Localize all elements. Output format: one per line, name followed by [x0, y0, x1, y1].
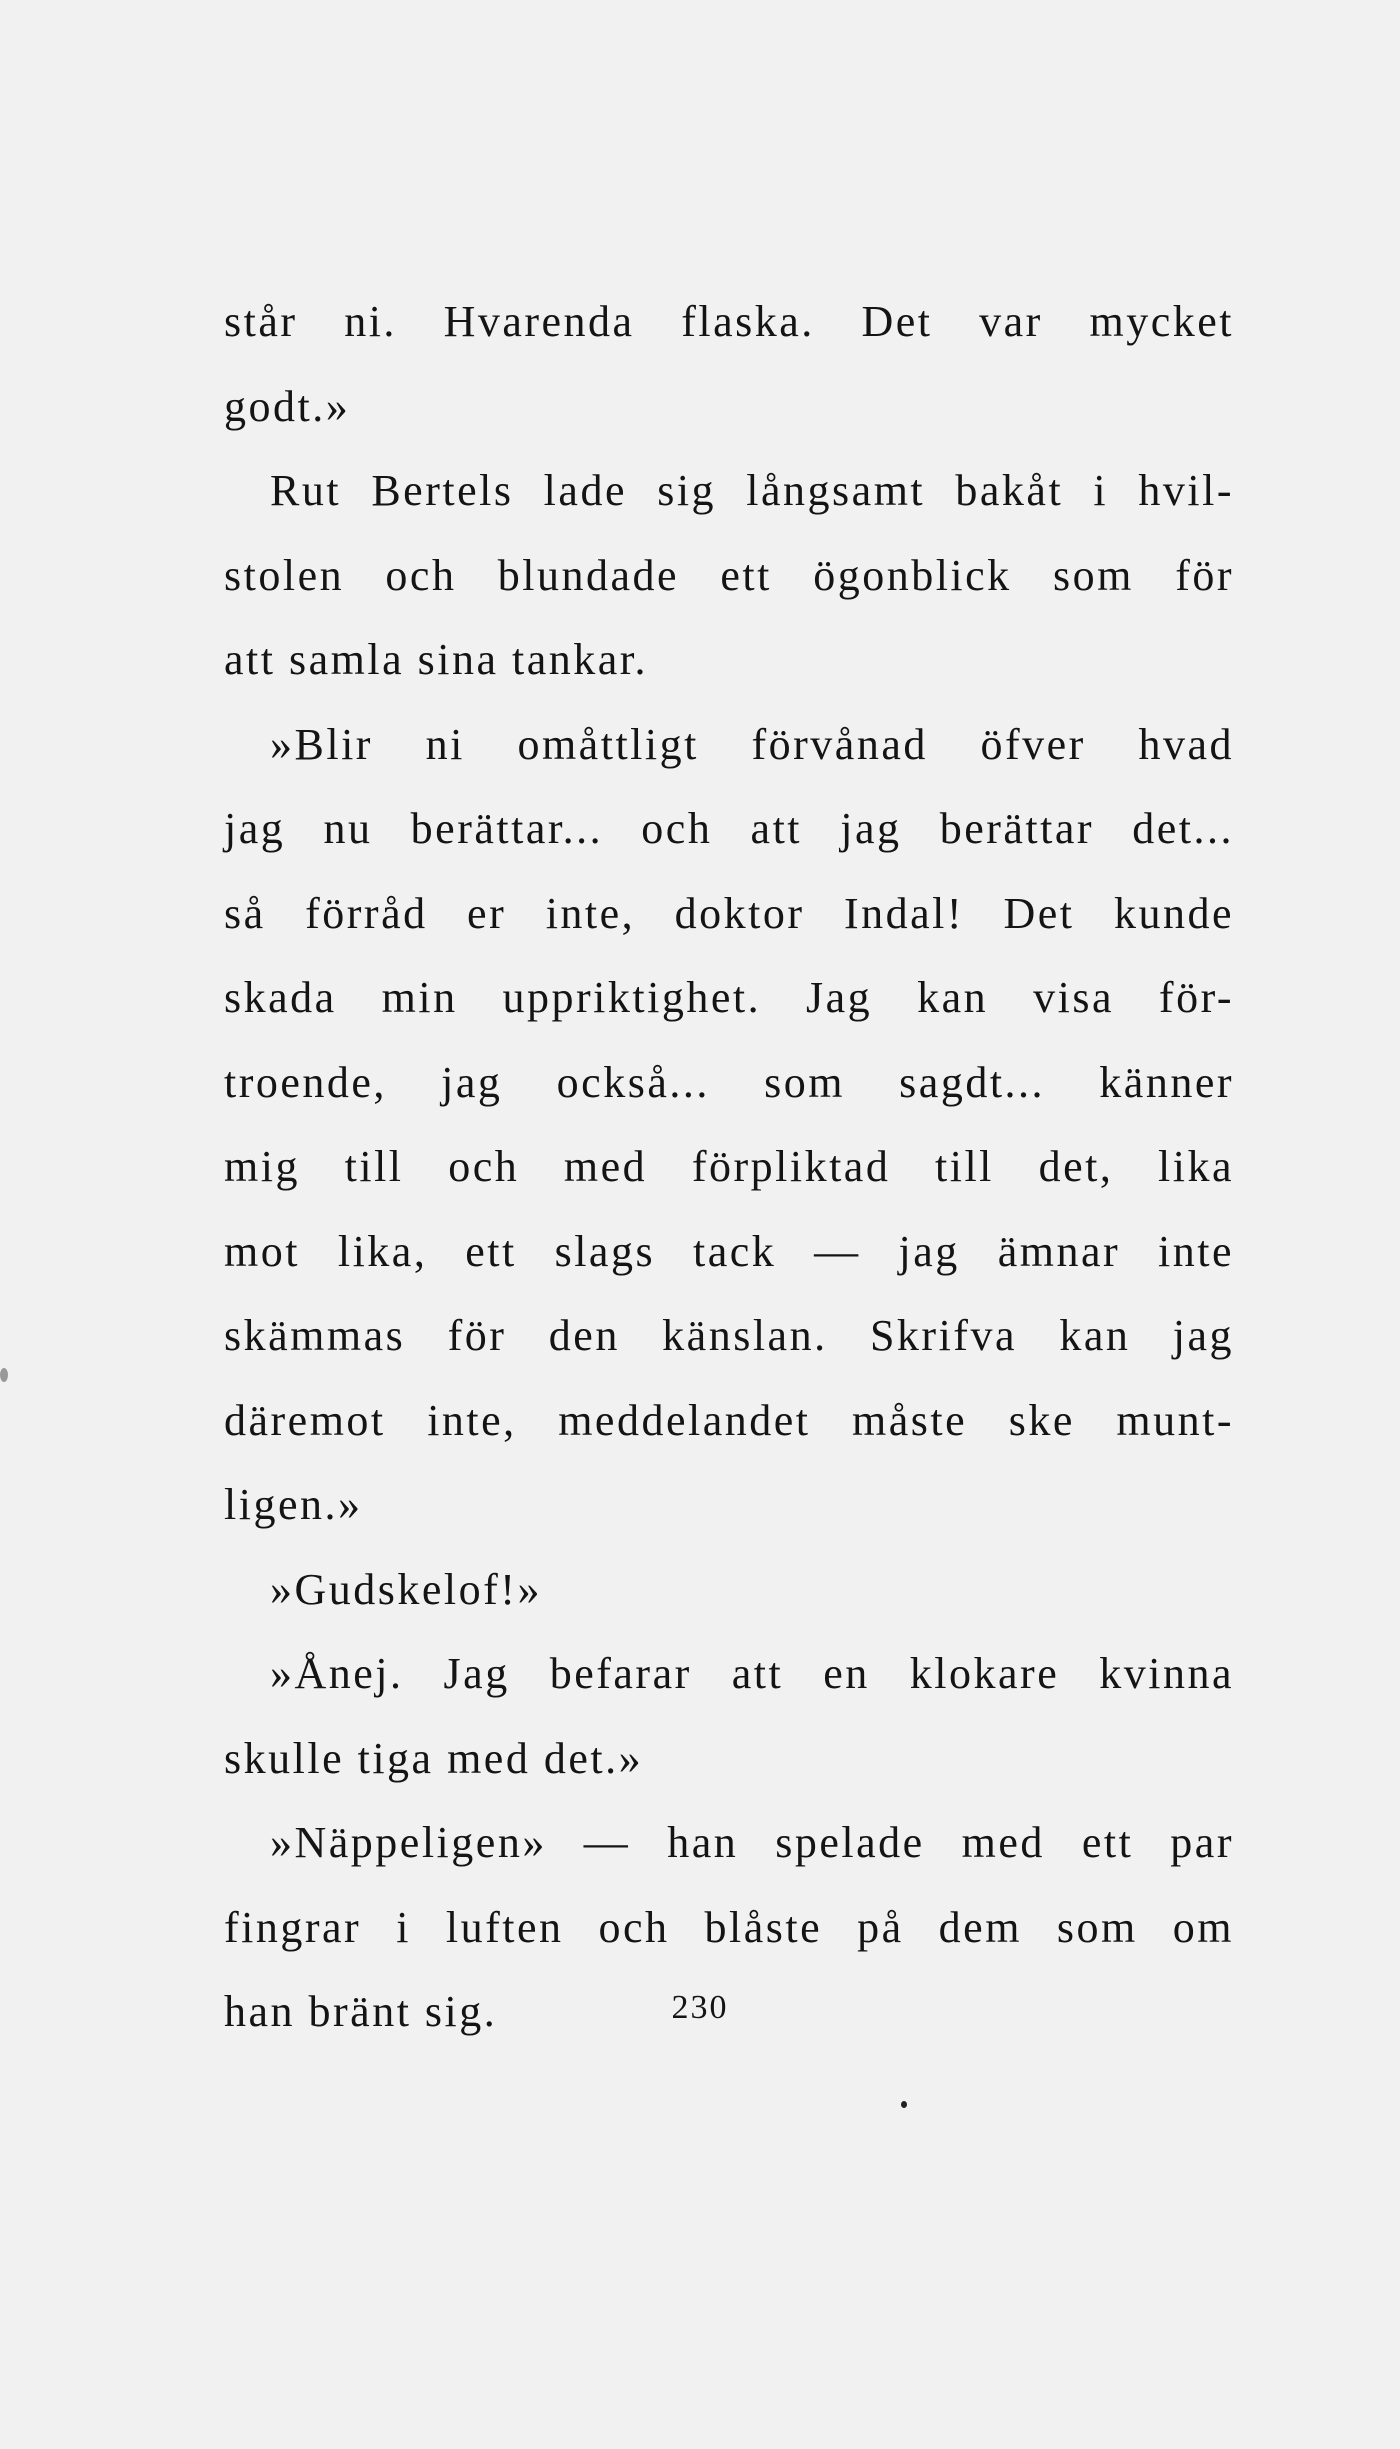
text-line-20: fingrar i luften och blåste på dem som om: [224, 1902, 1234, 1952]
text-line-6: »Blir ni omåttligt förvånad öfver hvad: [270, 719, 1234, 769]
text-line-8: så förråd er inte, doktor Indal! Det kunde: [224, 888, 1234, 938]
text-line-11: mig till och med förpliktad till det, lika: [224, 1142, 1234, 1191]
text-line-3: Rut Bertels lade sig långsamt bakåt i hvil-: [270, 466, 1234, 515]
text-line-1: står ni. Hvarenda flaska. Det var mycket: [224, 297, 1234, 346]
text-line-15: ligen.»: [224, 1480, 363, 1529]
text-line-18: skulle tiga med det.»: [224, 1733, 644, 1783]
page-number: 230: [671, 1989, 729, 2026]
text-line-9: skada min uppriktighet. Jag kan visa för-: [224, 973, 1234, 1022]
text-line-13: skämmas för den känslan. Skrifva kan jag: [224, 1311, 1234, 1360]
text-line-10: troende, jag också... som sagdt... känner: [224, 1057, 1234, 1107]
text-line-21: han bränt sig.: [224, 1987, 498, 2036]
text-line-16: »Gudskelof!»: [270, 1564, 542, 1614]
text-line-19: »Näppeligen» — han spelade med ett par: [270, 1818, 1234, 1867]
text-line-4: stolen och blundade ett ögonblick som för: [224, 550, 1234, 600]
text-line-12: mot lika, ett slags tack — jag ämnar inte: [224, 1226, 1234, 1276]
text-line-2: godt.»: [224, 381, 351, 431]
ink-speck: [901, 2101, 907, 2108]
ink-speck-edge: [0, 1368, 8, 1382]
text-line-14: däremot inte, meddelandet måste ske munt-: [224, 1395, 1234, 1445]
text-line-17: »Ånej. Jag befarar att en klokare kvinna: [270, 1649, 1234, 1698]
text-line-5: att samla sina tankar.: [224, 635, 648, 684]
body-text: [224, 280, 1234, 2055]
text-line-7: jag nu berättar... och att jag berättar det...: [224, 804, 1234, 853]
